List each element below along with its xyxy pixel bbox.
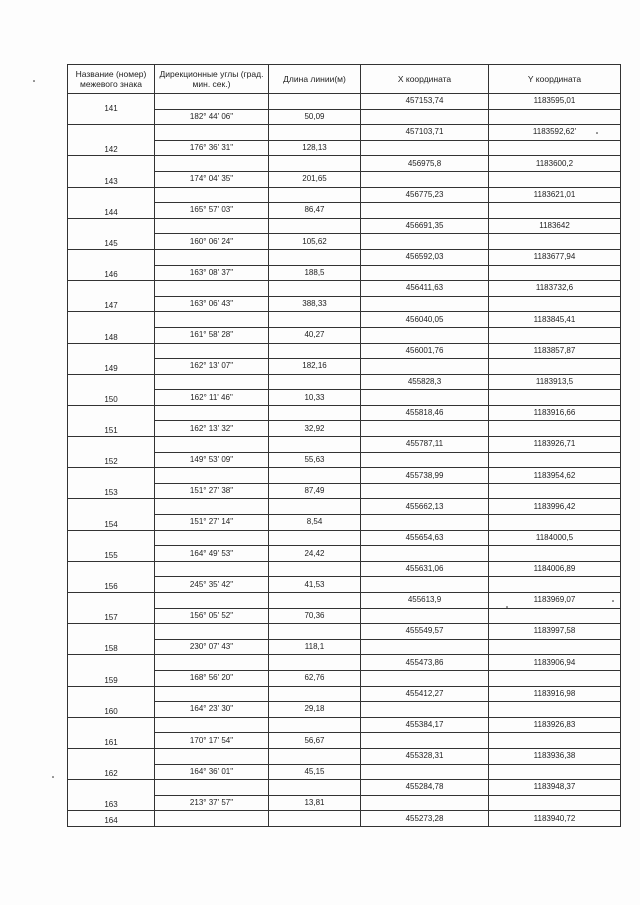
length-blank-cell — [269, 281, 361, 297]
direction-angle-cell: 176° 36' 31" — [155, 140, 269, 156]
point-name-cell: 150 — [68, 374, 155, 405]
x-coordinate-cell: 455738,99 — [361, 468, 489, 484]
length-blank-cell — [269, 405, 361, 421]
angle-blank-cell — [155, 125, 269, 141]
point-name-cell: 158 — [68, 624, 155, 655]
x-blank-cell — [361, 203, 489, 219]
angle-blank-cell — [155, 655, 269, 671]
direction-angle-cell: 213° 37' 57" — [155, 795, 269, 811]
y-coordinate-cell: 1183940,72 — [489, 811, 621, 827]
direction-angle-cell: 164° 36' 01" — [155, 764, 269, 780]
y-coordinate-cell: 1184000,5 — [489, 530, 621, 546]
direction-angle-cell: 161° 58' 28" — [155, 327, 269, 343]
line-length-cell: 105,62 — [269, 234, 361, 250]
point-row — [68, 530, 621, 546]
length-blank-cell — [269, 249, 361, 265]
length-blank-cell — [269, 530, 361, 546]
y-blank-cell — [489, 764, 621, 780]
y-coordinate-cell: 1183600,2 — [489, 156, 621, 172]
point-row — [68, 468, 621, 484]
x-blank-cell — [361, 795, 489, 811]
x-coordinate-cell: 455828,3 — [361, 374, 489, 390]
y-coordinate-cell: 1183906,94 — [489, 655, 621, 671]
scan-speck — [33, 80, 35, 82]
line-length-cell: 13,81 — [269, 795, 361, 811]
angle-blank-cell — [155, 218, 269, 234]
line-length-cell: 41,53 — [269, 577, 361, 593]
line-length-cell: 45,15 — [269, 764, 361, 780]
point-row — [68, 94, 621, 110]
y-coordinate-cell: 1183954,62 — [489, 468, 621, 484]
x-coordinate-cell: 457103,71 — [361, 125, 489, 141]
point-name-cell: 157 — [68, 593, 155, 624]
boundary-coordinates-table — [67, 64, 621, 827]
direction-angle-cell: 163° 06' 43" — [155, 296, 269, 312]
direction-angle-cell: 245° 35' 42" — [155, 577, 269, 593]
y-blank-cell — [489, 234, 621, 250]
y-blank-cell — [489, 421, 621, 437]
point-row — [68, 780, 621, 796]
y-coordinate-cell: 1183845,41 — [489, 312, 621, 328]
length-blank-cell — [269, 780, 361, 796]
angle-blank-cell — [155, 561, 269, 577]
length-blank-cell — [269, 748, 361, 764]
direction-angle-cell: 162° 11' 46" — [155, 390, 269, 406]
x-coordinate-cell: 455412,27 — [361, 686, 489, 702]
table-body — [68, 94, 621, 827]
x-blank-cell — [361, 670, 489, 686]
length-blank-cell — [269, 624, 361, 640]
point-name-cell: 146 — [68, 249, 155, 280]
y-coordinate-cell: 1183948,37 — [489, 780, 621, 796]
point-name-cell: 154 — [68, 499, 155, 530]
x-blank-cell — [361, 296, 489, 312]
scan-speck — [612, 600, 614, 602]
length-blank-cell — [269, 593, 361, 609]
x-blank-cell — [361, 577, 489, 593]
x-coordinate-cell: 456775,23 — [361, 187, 489, 203]
point-row — [68, 748, 621, 764]
x-coordinate-cell: 456411,63 — [361, 281, 489, 297]
angle-blank-cell — [155, 281, 269, 297]
point-row — [68, 686, 621, 702]
y-coordinate-cell: 1183592,62' — [489, 125, 621, 141]
point-name-cell: 151 — [68, 405, 155, 436]
point-row — [68, 125, 621, 141]
x-blank-cell — [361, 327, 489, 343]
x-blank-cell — [361, 483, 489, 499]
line-length-cell: 87,49 — [269, 483, 361, 499]
line-length-cell: 188,5 — [269, 265, 361, 281]
point-name-cell: 155 — [68, 530, 155, 561]
y-coordinate-cell: 1183926,71 — [489, 437, 621, 453]
angle-blank-cell — [155, 249, 269, 265]
angle-blank-cell — [155, 405, 269, 421]
length-blank-cell — [269, 312, 361, 328]
y-blank-cell — [489, 483, 621, 499]
x-coordinate-cell: 455384,17 — [361, 717, 489, 733]
x-blank-cell — [361, 390, 489, 406]
angle-blank-cell — [155, 499, 269, 515]
length-blank-cell — [269, 717, 361, 733]
length-blank-cell — [269, 655, 361, 671]
point-name-cell: 161 — [68, 717, 155, 748]
y-blank-cell — [489, 296, 621, 312]
point-row — [68, 156, 621, 172]
x-blank-cell — [361, 171, 489, 187]
table-header-row — [68, 65, 621, 94]
x-coordinate-cell: 455613,9 — [361, 593, 489, 609]
angle-blank-cell — [155, 187, 269, 203]
direction-angle-cell: 151° 27' 14" — [155, 515, 269, 531]
x-coordinate-cell: 455328,31 — [361, 748, 489, 764]
direction-angle-cell: 151° 27' 38" — [155, 483, 269, 499]
direction-angle-cell: 162° 13' 32" — [155, 421, 269, 437]
point-row — [68, 218, 621, 234]
x-blank-cell — [361, 639, 489, 655]
point-row — [68, 249, 621, 265]
y-coordinate-cell: 1183916,66 — [489, 405, 621, 421]
line-length-cell: 29,18 — [269, 702, 361, 718]
line-length-cell: 40,27 — [269, 327, 361, 343]
x-blank-cell — [361, 109, 489, 125]
x-coordinate-cell: 456592,03 — [361, 249, 489, 265]
length-blank-cell — [269, 686, 361, 702]
y-blank-cell — [489, 140, 621, 156]
angle-blank-cell — [155, 811, 269, 827]
angle-blank-cell — [155, 312, 269, 328]
direction-angle-cell: 174° 04' 35" — [155, 171, 269, 187]
line-length-cell: 86,47 — [269, 203, 361, 219]
y-coordinate-cell: 1183926,83 — [489, 717, 621, 733]
angle-blank-cell — [155, 593, 269, 609]
scan-speck — [596, 132, 598, 134]
x-coordinate-cell: 455662,13 — [361, 499, 489, 515]
y-blank-cell — [489, 639, 621, 655]
y-coordinate-cell: 1183916,98 — [489, 686, 621, 702]
y-coordinate-cell: 1183936,38 — [489, 748, 621, 764]
header-x-coordinate: X координата — [361, 65, 489, 94]
length-blank-cell — [269, 561, 361, 577]
x-blank-cell — [361, 546, 489, 562]
point-name-cell: 141 — [68, 94, 155, 125]
point-row — [68, 405, 621, 421]
point-name-cell: 147 — [68, 281, 155, 312]
point-row — [68, 624, 621, 640]
x-blank-cell — [361, 140, 489, 156]
y-blank-cell — [489, 546, 621, 562]
y-coordinate-cell: 1184006,89 — [489, 561, 621, 577]
point-row — [68, 499, 621, 515]
y-blank-cell — [489, 203, 621, 219]
x-coordinate-cell: 455631,06 — [361, 561, 489, 577]
length-blank-cell — [269, 343, 361, 359]
x-coordinate-cell: 455818,46 — [361, 405, 489, 421]
length-blank-cell — [269, 437, 361, 453]
direction-angle-cell: 168° 56' 20" — [155, 670, 269, 686]
length-blank-cell — [269, 499, 361, 515]
direction-angle-cell: 164° 49' 53" — [155, 546, 269, 562]
x-blank-cell — [361, 515, 489, 531]
point-name-cell: 156 — [68, 561, 155, 592]
angle-blank-cell — [155, 530, 269, 546]
angle-blank-cell — [155, 94, 269, 110]
point-row — [68, 561, 621, 577]
y-coordinate-cell: 1183677,94 — [489, 249, 621, 265]
point-name-cell: 162 — [68, 748, 155, 779]
x-coordinate-cell: 455549,57 — [361, 624, 489, 640]
line-length-cell: 201,65 — [269, 171, 361, 187]
y-blank-cell — [489, 608, 621, 624]
point-row — [68, 717, 621, 733]
length-blank-cell — [269, 811, 361, 827]
x-blank-cell — [361, 421, 489, 437]
point-name-cell: 142 — [68, 125, 155, 156]
y-coordinate-cell: 1183996,42 — [489, 499, 621, 515]
y-coordinate-cell: 1183595,01 — [489, 94, 621, 110]
scan-speck — [506, 606, 508, 608]
point-name-cell: 149 — [68, 343, 155, 374]
y-blank-cell — [489, 265, 621, 281]
length-blank-cell — [269, 156, 361, 172]
x-blank-cell — [361, 234, 489, 250]
direction-angle-cell: 160° 06' 24" — [155, 234, 269, 250]
line-length-cell: 118,1 — [269, 639, 361, 655]
y-blank-cell — [489, 171, 621, 187]
x-blank-cell — [361, 452, 489, 468]
angle-blank-cell — [155, 624, 269, 640]
direction-angle-cell: 163° 08' 37" — [155, 265, 269, 281]
x-blank-cell — [361, 702, 489, 718]
angle-blank-cell — [155, 780, 269, 796]
line-length-cell: 10,33 — [269, 390, 361, 406]
header-line-length: Длина линии(м) — [269, 65, 361, 94]
angle-blank-cell — [155, 374, 269, 390]
y-blank-cell — [489, 327, 621, 343]
y-blank-cell — [489, 577, 621, 593]
line-length-cell: 182,16 — [269, 359, 361, 375]
point-name-cell: 144 — [68, 187, 155, 218]
x-blank-cell — [361, 733, 489, 749]
y-blank-cell — [489, 359, 621, 375]
x-blank-cell — [361, 608, 489, 624]
direction-angle-cell: 156° 05' 52" — [155, 608, 269, 624]
line-length-cell: 55,63 — [269, 452, 361, 468]
length-blank-cell — [269, 94, 361, 110]
length-blank-cell — [269, 218, 361, 234]
angle-blank-cell — [155, 686, 269, 702]
line-length-cell: 24,42 — [269, 546, 361, 562]
point-row — [68, 312, 621, 328]
y-blank-cell — [489, 733, 621, 749]
point-name-cell: 159 — [68, 655, 155, 686]
y-coordinate-cell: 1183621,01 — [489, 187, 621, 203]
header-direction-angle: Дирекционные углы (град. мин. сек.) — [155, 65, 269, 94]
line-length-cell: 62,76 — [269, 670, 361, 686]
direction-angle-cell: 164° 23' 30" — [155, 702, 269, 718]
angle-blank-cell — [155, 468, 269, 484]
angle-blank-cell — [155, 717, 269, 733]
point-row — [68, 811, 621, 827]
point-row — [68, 374, 621, 390]
x-coordinate-cell: 456975,8 — [361, 156, 489, 172]
line-length-cell: 50,09 — [269, 109, 361, 125]
header-point-name: Название (номер) межевого знака — [68, 65, 155, 94]
point-name-cell: 143 — [68, 156, 155, 187]
y-coordinate-cell: 1183997,58 — [489, 624, 621, 640]
length-blank-cell — [269, 468, 361, 484]
x-coordinate-cell: 456040,05 — [361, 312, 489, 328]
header-y-coordinate: Y координата — [489, 65, 621, 94]
y-blank-cell — [489, 109, 621, 125]
point-row — [68, 655, 621, 671]
x-coordinate-cell: 455473,86 — [361, 655, 489, 671]
x-coordinate-cell: 457153,74 — [361, 94, 489, 110]
length-blank-cell — [269, 187, 361, 203]
x-coordinate-cell: 455284,78 — [361, 780, 489, 796]
point-row — [68, 593, 621, 609]
direction-angle-cell: 170° 17' 54" — [155, 733, 269, 749]
point-row — [68, 281, 621, 297]
point-name-cell: 160 — [68, 686, 155, 717]
y-blank-cell — [489, 670, 621, 686]
point-name-cell: 148 — [68, 312, 155, 343]
direction-angle-cell: 149° 53' 09" — [155, 452, 269, 468]
direction-angle-cell: 162° 13' 07" — [155, 359, 269, 375]
point-name-cell: 152 — [68, 437, 155, 468]
y-blank-cell — [489, 452, 621, 468]
line-length-cell: 388,33 — [269, 296, 361, 312]
x-coordinate-cell: 456001,76 — [361, 343, 489, 359]
line-length-cell: 56,67 — [269, 733, 361, 749]
y-blank-cell — [489, 795, 621, 811]
y-blank-cell — [489, 515, 621, 531]
x-blank-cell — [361, 359, 489, 375]
x-coordinate-cell: 455654,63 — [361, 530, 489, 546]
line-length-cell: 32,92 — [269, 421, 361, 437]
angle-blank-cell — [155, 156, 269, 172]
direction-angle-cell: 165° 57' 03" — [155, 203, 269, 219]
y-coordinate-cell: 1183913,5 — [489, 374, 621, 390]
scan-speck — [52, 776, 54, 778]
y-coordinate-cell: 1183732,6 — [489, 281, 621, 297]
direction-angle-cell: 182° 44' 06" — [155, 109, 269, 125]
y-coordinate-cell: 1183857,87 — [489, 343, 621, 359]
direction-angle-cell: 230° 07' 43" — [155, 639, 269, 655]
y-blank-cell — [489, 390, 621, 406]
y-coordinate-cell: 1183642 — [489, 218, 621, 234]
point-row — [68, 343, 621, 359]
x-blank-cell — [361, 764, 489, 780]
x-blank-cell — [361, 265, 489, 281]
point-name-cell: 145 — [68, 218, 155, 249]
x-coordinate-cell: 455787,11 — [361, 437, 489, 453]
y-blank-cell — [489, 702, 621, 718]
length-blank-cell — [269, 374, 361, 390]
x-coordinate-cell: 456691,35 — [361, 218, 489, 234]
line-length-cell: 128,13 — [269, 140, 361, 156]
y-coordinate-cell: 1183969,07 — [489, 593, 621, 609]
point-name-cell: 163 — [68, 780, 155, 811]
line-length-cell: 70,36 — [269, 608, 361, 624]
length-blank-cell — [269, 125, 361, 141]
angle-blank-cell — [155, 343, 269, 359]
x-coordinate-cell: 455273,28 — [361, 811, 489, 827]
point-row — [68, 187, 621, 203]
line-length-cell: 8,54 — [269, 515, 361, 531]
point-name-cell: 164 — [68, 811, 155, 827]
point-row — [68, 437, 621, 453]
angle-blank-cell — [155, 437, 269, 453]
angle-blank-cell — [155, 748, 269, 764]
point-name-cell: 153 — [68, 468, 155, 499]
